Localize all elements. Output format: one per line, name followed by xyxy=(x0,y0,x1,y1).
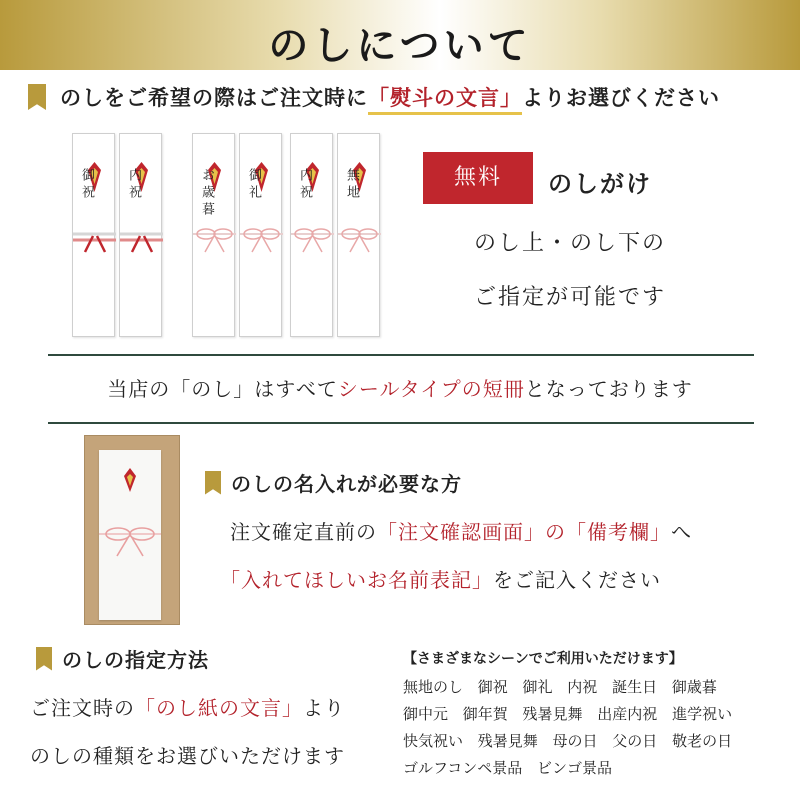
noshi-label: 御祝 xyxy=(79,168,94,202)
noshi-group-red xyxy=(72,133,162,337)
name-section-heading: のしの名入れが必要な方 xyxy=(205,468,462,497)
noshi-label: お歳暮 xyxy=(199,168,214,219)
noshi-photo-illustration xyxy=(99,450,161,620)
divider-top xyxy=(48,354,754,356)
mizuhiki-bow-icon xyxy=(240,218,283,258)
noshi-sample xyxy=(192,133,235,337)
instruction-banner xyxy=(28,78,778,116)
ribbon-icon xyxy=(36,647,52,671)
noshi-sample xyxy=(337,133,380,337)
noshi-label: 無地 xyxy=(344,168,359,202)
scenes-row: 御中元 御年賀 残暑見舞 出産内祝 進学祝い xyxy=(403,705,733,723)
noshi-label: 内祝 xyxy=(126,168,141,202)
mizuhiki-red-icon xyxy=(120,218,163,258)
free-service-line1: のし上・のし下の xyxy=(473,231,666,256)
divider-bottom xyxy=(48,422,754,424)
method-section-line1: ご注文時の「のし紙の文言」より xyxy=(30,696,345,720)
noshi-sample xyxy=(72,133,115,337)
scenes-row: ゴルフコンペ景品 ビンゴ景品 xyxy=(403,759,613,777)
page-title: のしについて xyxy=(268,23,532,69)
noshi-group-bow-2 xyxy=(290,133,380,337)
noshi-photo-card xyxy=(99,450,161,620)
noshi-group-bow xyxy=(192,133,282,337)
method-section-line2: のしの種類をお選びいただけます xyxy=(30,744,345,768)
scenes-row: 無地のし 御祝 御礼 内祝 誕生日 御歳暮 xyxy=(403,678,717,696)
name-section-line1: 注文確定直前の「注文確認画面」の「備考欄」へ xyxy=(230,520,692,544)
noshi-sample xyxy=(239,133,282,337)
free-badge: 無料 xyxy=(423,152,533,204)
mizuhiki-bow-icon xyxy=(193,218,236,258)
noshi-sample xyxy=(119,133,162,337)
free-service-line2: ご指定が可能です xyxy=(473,285,666,310)
method-section-heading: のしの指定方法 xyxy=(36,644,209,673)
mizuhiki-bow-icon xyxy=(338,218,381,258)
mizuhiki-red-icon xyxy=(73,218,116,258)
noshi-sample xyxy=(290,133,333,337)
name-section-line2: 「入れてほしいお名前表記」をご記入ください xyxy=(220,568,661,592)
notice-text: 当店の「のし」はすべてシールタイプの短冊となっております xyxy=(107,377,693,401)
ribbon-icon xyxy=(28,84,46,110)
noshi-label: 内祝 xyxy=(297,168,312,202)
noshi-label: 御礼 xyxy=(246,168,261,202)
free-service-label: のしがけ xyxy=(548,170,652,198)
notice-highlight: シールタイプの短冊 xyxy=(337,377,525,401)
scenes-title: 【さまざまなシーンでご利用いただけます】 xyxy=(403,651,683,667)
instruction-highlight: 「熨斗の文言」 xyxy=(368,86,522,115)
scenes-row: 快気祝い 残暑見舞 母の日 父の日 敬老の日 xyxy=(403,732,733,750)
ribbon-icon xyxy=(205,471,221,495)
instruction-text: のしをご希望の際はご注文時に「熨斗の文言」よりお選びください xyxy=(60,82,720,112)
noshi-photo xyxy=(84,435,180,625)
mizuhiki-bow-icon xyxy=(291,218,334,258)
